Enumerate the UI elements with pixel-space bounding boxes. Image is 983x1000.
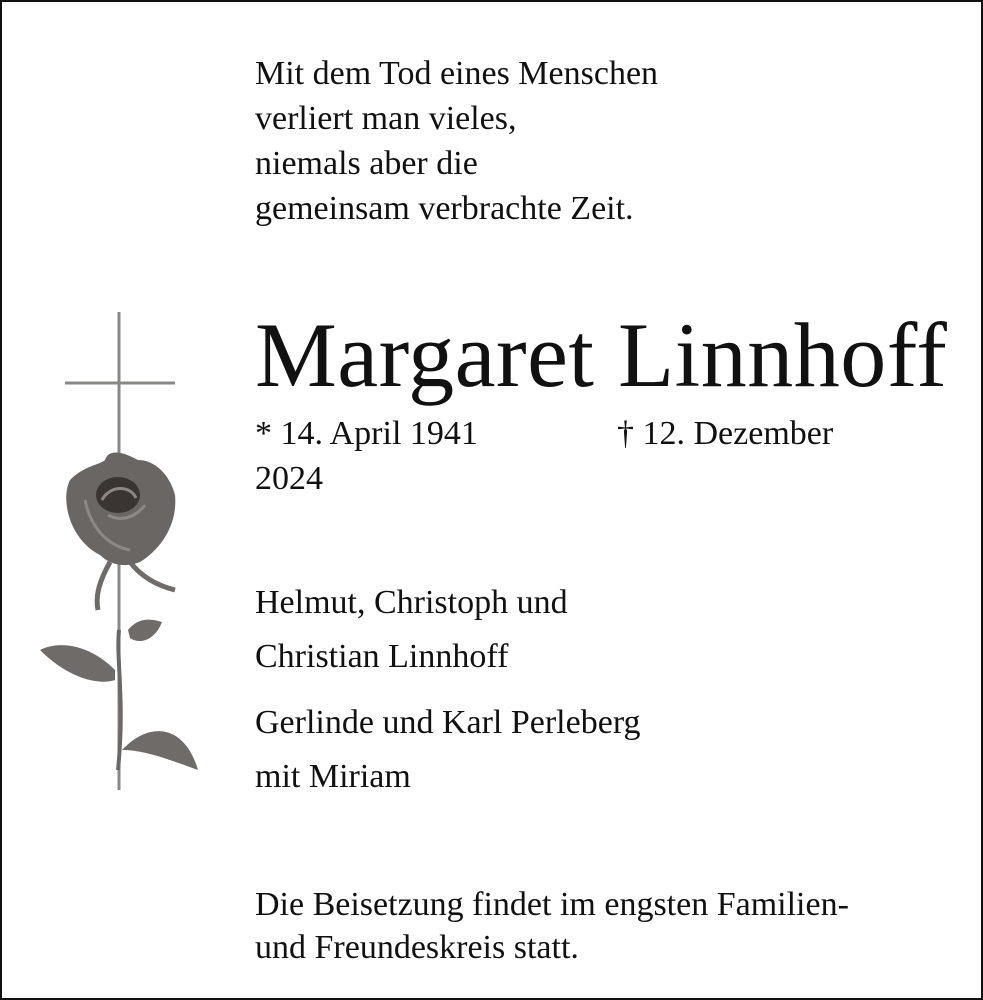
burial-note (255, 883, 849, 969)
mourners-line: mit Miriam (255, 758, 411, 795)
verse-line: gemeinsam verbrachte Zeit. (255, 190, 634, 227)
mourners-line: Helmut, Christoph und (255, 584, 568, 621)
birth-date: * 14. April 1941 (255, 415, 478, 452)
mourners-group-1 (255, 576, 568, 684)
deceased-name: Margaret Linnhoff (255, 304, 948, 406)
verse (255, 51, 658, 231)
death-date: † 12. Dezember (617, 415, 834, 452)
cross-rose-icon (30, 300, 230, 800)
mourners-group-2 (255, 696, 641, 804)
verse-line: verliert man vieles, (255, 100, 517, 137)
death-year: 2024 (255, 460, 323, 497)
verse-line: Mit dem Tod eines Menschen (255, 55, 659, 92)
verse-line: niemals aber die (255, 145, 478, 182)
mourners-line: Gerlinde und Karl Perleberg (255, 704, 641, 741)
note-line: Die Beisetzung findet im engsten Familien- (255, 886, 849, 923)
note-line: und Freundeskreis statt. (255, 929, 579, 966)
mourners-line: Christian Linnhoff (255, 638, 509, 675)
